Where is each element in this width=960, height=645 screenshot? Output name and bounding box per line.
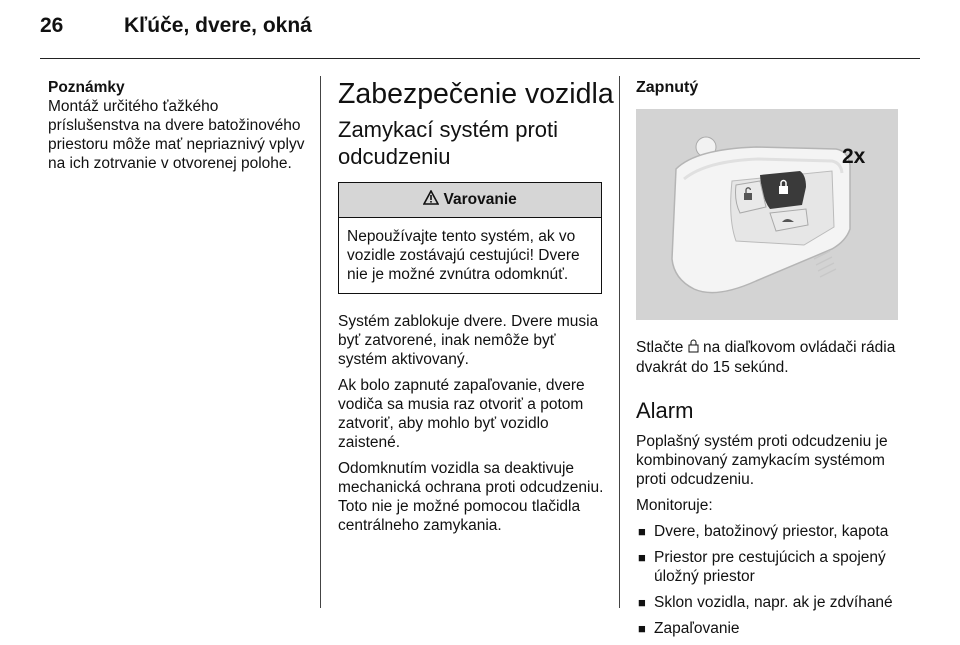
square-bullet-icon: ■	[638, 524, 646, 539]
page-number: 26	[40, 14, 64, 37]
warning-header	[339, 183, 601, 218]
monitor-label: Monitoruje:	[636, 497, 713, 514]
column-divider-left	[320, 76, 321, 608]
section-title: Kľúče, dvere, okná	[124, 14, 312, 37]
square-bullet-icon: ■	[638, 550, 646, 565]
left-column	[48, 78, 310, 173]
alarm-heading: Alarm	[636, 398, 694, 423]
warning-body: Nepoužívajte tento systém, ak vo vozidle zostávajú cestujúci! Dvere nie je možné zvnútra odomknúť.	[347, 228, 580, 283]
warning-box	[338, 182, 602, 294]
right-column	[636, 78, 908, 645]
paragraph: Ak bolo zapnuté zapaľovanie, dvere vodiča sa musia raz otvoriť a potom zatvoriť, aby mohlo byť vozidlo zaistené.	[338, 377, 585, 451]
list-item: ■ Priestor pre cestujúcich a spojený úložný priestor	[638, 549, 886, 585]
note-text: Montáž určitého ťažkého príslušenstva na dvere batožinového priestoru môže mať nepriaznivý vplyv na ich zotrvanie v otvorenej polohe.	[48, 98, 305, 172]
note-title: Poznámky	[48, 79, 125, 96]
header-rule	[40, 58, 920, 59]
list-item: ■ Zapaľovanie	[638, 620, 740, 637]
list-item: ■ Dvere, batožinový priestor, kapota	[638, 523, 889, 540]
warning-triangle-icon	[423, 184, 439, 218]
lock-icon	[688, 339, 699, 358]
middle-column	[338, 78, 614, 542]
instruction-text	[636, 338, 908, 377]
warning-title: Varovanie	[443, 191, 517, 208]
key-fob-illustration	[636, 109, 898, 320]
paragraph: Systém zablokuje dvere. Dvere musia byť zatvorené, inak nemôže byť systém aktivovaný.	[338, 313, 599, 368]
list-item: ■ Sklon vozidla, napr. ak je zdvíhané	[638, 594, 893, 611]
section-heading: Zabezpečenie vozidla	[338, 78, 614, 110]
paragraph: Odomknutím vozidla sa deaktivuje mechanická ochrana proti odcudzeniu. Toto nie je možné pomocou tlačidla centrálneho zamykania.	[338, 460, 604, 534]
square-bullet-icon: ■	[638, 595, 646, 610]
instruction-post: na diaľkovom ovládači rádia dvakrát do 15 sekúnd.	[636, 339, 896, 376]
monitor-list	[636, 522, 908, 638]
press-count-label: 2x	[842, 145, 866, 168]
column-divider-right	[619, 76, 620, 608]
subsection-heading-on: Zapnutý	[636, 79, 699, 96]
subsection-heading: Zamykací systém proti odcudzeniu	[338, 117, 559, 169]
instruction-pre: Stlačte	[636, 339, 684, 356]
alarm-text: Poplašný systém proti odcudzeniu je kombinovaný zamykacím systémom proti odcudzeniu.	[636, 433, 888, 488]
square-bullet-icon: ■	[638, 621, 646, 636]
